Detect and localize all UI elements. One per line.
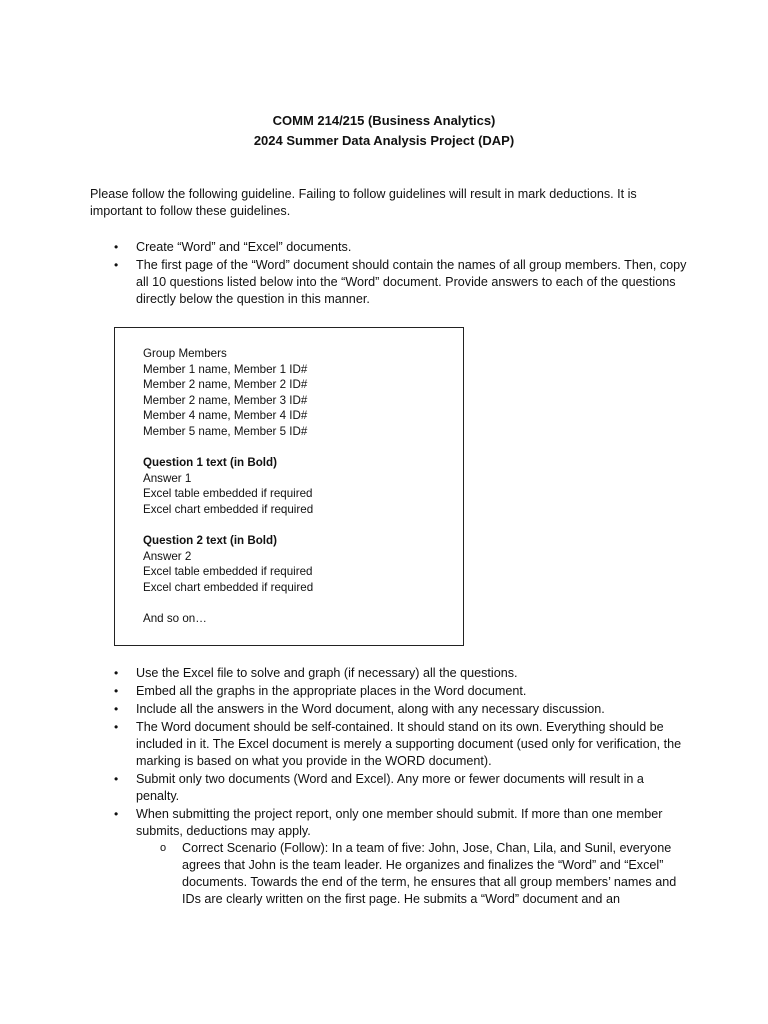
document-title: COMM 214/215 (Business Analytics) (272, 113, 496, 128)
bullet-icon: • (114, 258, 119, 272)
sub-list-item (136, 840, 690, 908)
answer-line: Excel table embedded if required (143, 565, 313, 579)
spacer (143, 596, 313, 612)
instructions-list-bottom (90, 665, 690, 909)
answer-line: Excel chart embedded if required (143, 580, 314, 594)
question-1-title: Question 1 text (in Bold) (143, 456, 277, 470)
spacer (143, 518, 313, 534)
bullet-icon: • (114, 702, 119, 716)
list-item (90, 806, 690, 908)
bullet-icon: • (114, 807, 119, 821)
closing-line: And so on… (143, 612, 207, 626)
answer-line: Answer 2 (143, 549, 192, 563)
list-item (90, 719, 690, 770)
bullet-icon: • (114, 240, 119, 254)
answer-line: Answer 1 (143, 471, 192, 485)
sub-list (136, 840, 690, 908)
list-item-text: Embed all the graphs in the appropriate places in the Word document. (136, 684, 527, 698)
bullet-icon: • (114, 772, 119, 786)
member-line: Member 2 name, Member 2 ID# (143, 378, 308, 392)
member-line: Member 2 name, Member 3 ID# (143, 393, 308, 407)
list-item-text: The first page of the “Word” document should contain the names of all group members. Then, copy all 10 questions listed below into the “Word” document. Provide answers to each of the questions directly below the question in this manner. (136, 258, 687, 306)
list-item-text: Include all the answers in the Word document, along with any necessary discussion. (136, 702, 605, 716)
list-item-text: Submit only two documents (Word and Excel). Any more or fewer documents will result in a penalty. (136, 772, 644, 803)
list-item (90, 771, 690, 805)
document-subtitle: 2024 Summer Data Analysis Project (DAP) (253, 133, 515, 148)
circle-bullet-icon: o (160, 842, 167, 854)
answer-line: Excel table embedded if required (143, 487, 313, 501)
answer-line: Excel chart embedded if required (143, 502, 314, 516)
member-line: Member 4 name, Member 4 ID# (143, 409, 308, 423)
example-format-box (114, 327, 464, 646)
list-item (90, 257, 690, 308)
member-line: Member 5 name, Member 5 ID# (143, 424, 308, 438)
question-2-title: Question 2 text (in Bold) (143, 534, 277, 548)
list-item (90, 683, 690, 700)
list-item (90, 665, 690, 682)
list-item (90, 239, 690, 256)
list-item-text: Use the Excel file to solve and graph (if necessary) all the questions. (136, 666, 518, 680)
example-format-content (143, 346, 313, 627)
instructions-list-top (90, 239, 690, 309)
group-members-heading: Group Members (143, 347, 227, 360)
list-item-text: When submitting the project report, only one member should submit. If more than one member submits, deductions may apply. (136, 807, 663, 838)
bullet-icon: • (114, 720, 119, 734)
sub-list-item-text: Correct Scenario (Follow): In a team of five: John, Jose, Chan, Lila, and Sunil, everyone agrees that John is the team leader. He organizes and finalizes the “Word” and “Excel” documents. Towards the end of the term, he ensures that all group members’ names and IDs are clearly written on the first page. He submits a “Word” document and an (182, 841, 677, 906)
spacer (143, 440, 313, 456)
list-item (90, 701, 690, 718)
list-item-text: Create “Word” and “Excel” documents. (136, 240, 352, 254)
bullet-icon: • (114, 666, 119, 680)
member-line: Member 1 name, Member 1 ID# (143, 362, 308, 376)
list-item-text: The Word document should be self-contained. It should stand on its own. Everything should be included in it. The Excel document is merely a supporting document (used only for verification, the marking is based on what you provide in the WORD document). (136, 720, 682, 768)
intro-paragraph: Please follow the following guideline. Failing to follow guidelines will result in mark deductions. It is important to follow these guidelines. (90, 187, 637, 218)
bullet-icon: • (114, 684, 119, 698)
